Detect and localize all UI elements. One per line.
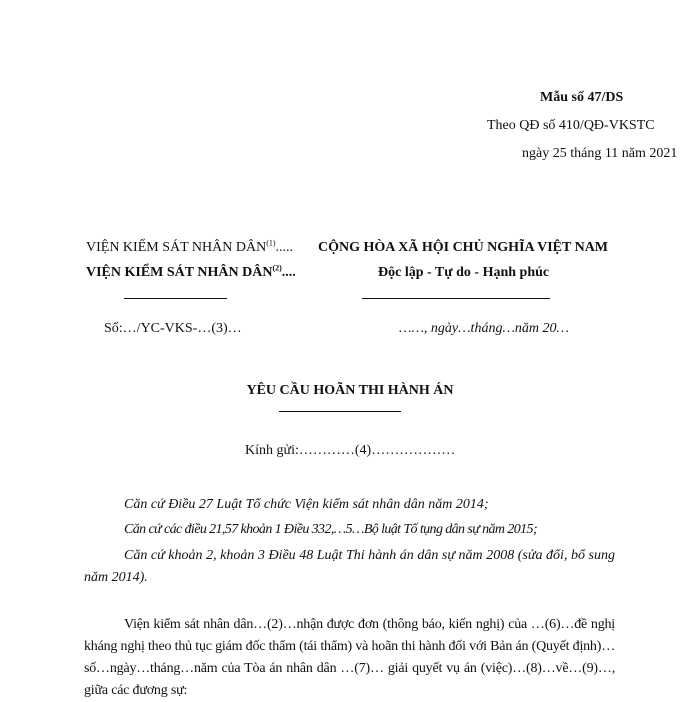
agency-line-1 (86, 240, 293, 256)
decision-reference: Theo QĐ số 410/QĐ-VKSTC (487, 118, 655, 133)
decision-date: ngày 25 tháng 11 năm 2021 (522, 146, 678, 161)
legal-basis-3: Căn cứ khoản 2, khoản 3 Điều 48 Luật Thi hành án dân sự năm 2008 (sửa đổi, bổ sung năm 2014). (84, 548, 615, 585)
agency-line-2 (86, 265, 296, 281)
motto-underline (362, 298, 550, 299)
legal-basis-1: Căn cứ Điều 27 Luật Tổ chức Viện kiểm sát nhân dân năm 2014; (124, 497, 489, 512)
agency-2-dots: .... (281, 265, 296, 280)
agency-1-name: VIỆN KIỂM SÁT NHÂN DÂN (86, 240, 267, 255)
document-title: YÊU CẦU HOÃN THI HÀNH ÁN (246, 383, 454, 398)
national-motto: Độc lập - Tự do - Hạnh phúc (378, 265, 550, 280)
document-number: Số:…/YC-VKS-…(3)… (104, 321, 242, 336)
agency-1-dots: ..... (275, 240, 294, 255)
legal-basis-2: Căn cứ các điều 21,57 khoản 1 Điều 332,…5…Bộ luật Tố tụng dân sự năm 2015; (124, 522, 538, 537)
body-paragraph: Viện kiểm sát nhân dân…(2)…nhận được đơn (thông báo, kiến nghị) của …(6)…đề nghị kháng nghị theo thủ tục giám đốc thẩm (tái thẩm) và hoãn thi hành đối với Bản án (Quyết định)… số…ngày…tháng…năm của Tòa án nhân dân …(7)… giải quyết vụ án (việc)…(8)…về…(9)…, giữa các đương sự: (84, 617, 615, 698)
agency-2-name: VIỆN KIỂM SÁT NHÂN DÂN (86, 265, 273, 280)
place-and-date: ……, ngày…tháng…năm 20… (399, 321, 569, 336)
recipient-line: Kính gửi:…………(4)……………… (245, 443, 456, 458)
agency-2-footnote: (2) (272, 263, 282, 273)
agency-underline (124, 298, 227, 299)
title-underline (279, 411, 401, 412)
agency-1-footnote: (1) (266, 238, 276, 248)
nation-title: CỘNG HÒA XÃ HỘI CHỦ NGHĨA VIỆT NAM (318, 240, 609, 255)
form-number: Mẫu số 47/DS (540, 90, 624, 105)
